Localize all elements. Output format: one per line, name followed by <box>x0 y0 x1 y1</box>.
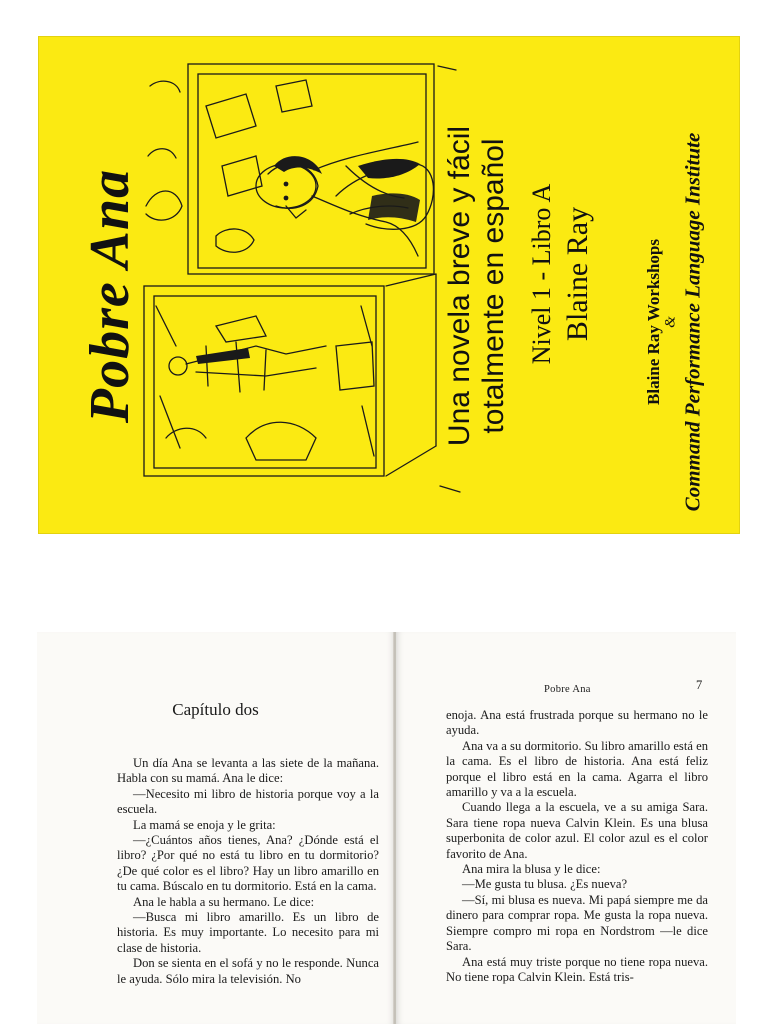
left-page-text <box>117 756 379 987</box>
paragraph: Ana va a su dormitorio. Su libro amarillo está en la cama. Es el libro de historia. Ana está feliz porque el libro está en la cama. Agarra el libro amarillo y va a la escuela. <box>446 738 708 800</box>
book-cover: Pobre Ana Una novela breve y fácil totalmente en español Nivel 1 - Libro A Blaine Ray Blaine Ray Workshops & Command Performance Language Institute <box>38 36 740 534</box>
cover-illustration <box>136 46 468 522</box>
cover-author: Blaine Ray <box>561 206 594 342</box>
cover-level: Nivel 1 - Libro A <box>527 183 556 365</box>
paragraph: Ana está muy triste porque no tiene ropa nueva. No tiene ropa Calvin Klein. Está tris- <box>446 954 708 984</box>
paragraph: Ana mira la blusa y le dice: <box>462 862 601 877</box>
paragraph: Un día Ana se levanta a las siete de la mañana. Habla con su mamá. Ana le dice: <box>117 756 379 786</box>
paragraph: —¿Cuántos años tienes, Ana? ¿Dónde está el libro? ¿Por qué no está tu libro en tu dormitorio? ¿De qué color es el libro? Hay un libro amarillo en tu cama. Búscalo en tu dormitorio. Está en la cama. <box>117 833 379 894</box>
left-page <box>37 632 394 1024</box>
paragraph: Cuando llega a la escuela, ve a su amiga Sara. Sara tiene ropa nueva Calvin Klein. Es una blusa superbonita de color azul. El color azul es el color favorito de Ana. <box>446 800 708 861</box>
cover-publisher-line1: Blaine Ray Workshops <box>644 239 663 405</box>
page-number: 7 <box>696 678 703 692</box>
paragraph: —Me gusta tu blusa. ¿Es nueva? <box>462 877 628 892</box>
paragraph: enoja. Ana está frustrada porque su hermano no le ayuda. <box>446 708 708 738</box>
right-page-text <box>446 708 708 985</box>
chapter-title: Capítulo dos <box>172 700 259 719</box>
right-page <box>396 632 736 1024</box>
paragraph: —Sí, mi blusa es nueva. Mi papá siempre me da dinero para comprar ropa. Me gusta la ropa nueva. Siempre compro mi ropa en Nordstrom —le dice Sara. <box>446 892 708 954</box>
paragraph: La mamá se enoja y le grita: <box>133 817 276 832</box>
paragraph: Ana le habla a su hermano. Le dice: <box>133 894 315 909</box>
running-head: Pobre Ana <box>544 684 591 695</box>
cover-subtitle-line2: totalmente en español <box>477 138 510 434</box>
paragraph: Don se sienta en el sofá y no le responde. Nunca le ayuda. Sólo mira la televisión. No <box>117 956 379 986</box>
paragraph: —Busca mi libro amarillo. Es un libro de historia. Es muy importante. Lo necesito para mi clase de historia. <box>117 910 379 955</box>
cover-publisher-line2: Command Performance Language Institute <box>680 132 705 512</box>
paragraph: —Necesito mi libro de historia porque voy a la escuela. <box>117 786 379 817</box>
cover-subtitle-line1: Una novela breve y fácil <box>443 125 476 447</box>
cover-publisher-amp: & <box>662 316 679 328</box>
